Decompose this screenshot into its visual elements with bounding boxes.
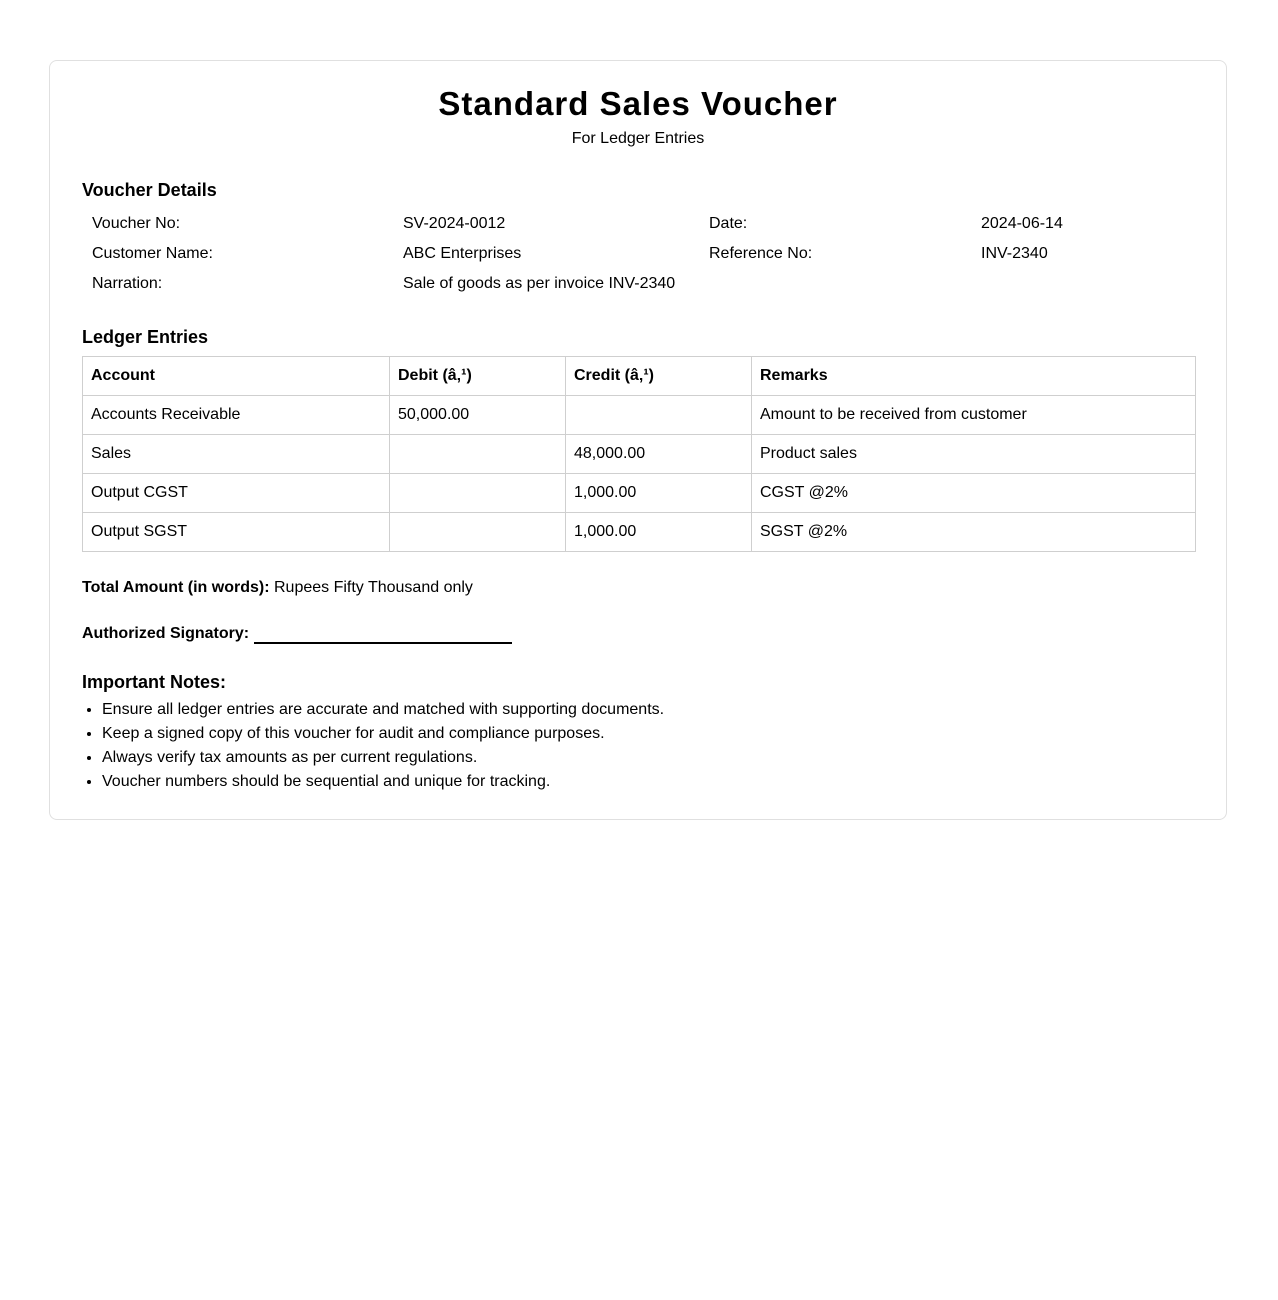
column-header-remarks: Remarks bbox=[752, 357, 1196, 396]
debit-cell bbox=[390, 435, 566, 474]
debit-cell: 50,000.00 bbox=[390, 396, 566, 435]
details-row bbox=[82, 269, 1195, 299]
voucher-details-heading: Voucher Details bbox=[82, 180, 217, 200]
column-header-credit: Credit (â‚¹) bbox=[566, 357, 752, 396]
account-cell: Sales bbox=[83, 435, 390, 474]
table-row bbox=[83, 474, 1196, 513]
date-label: Date: bbox=[709, 215, 748, 232]
authorized-signatory bbox=[82, 624, 512, 644]
reference-no-label: Reference No: bbox=[709, 245, 813, 262]
account-cell: Accounts Receivable bbox=[83, 396, 390, 435]
table-row bbox=[83, 435, 1196, 474]
customer-name-value: ABC Enterprises bbox=[403, 245, 522, 262]
details-row bbox=[82, 239, 1195, 269]
voucher-no-label: Voucher No: bbox=[92, 215, 181, 232]
column-header-debit: Debit (â‚¹) bbox=[390, 357, 566, 396]
narration-value: Sale of goods as per invoice INV-2340 bbox=[403, 275, 676, 292]
important-notes-list bbox=[82, 698, 664, 794]
column-header-account: Account bbox=[83, 357, 390, 396]
details-row bbox=[82, 209, 1195, 239]
ledger-table bbox=[82, 356, 1196, 552]
sales-voucher-card bbox=[49, 60, 1227, 820]
total-amount-value: Rupees Fifty Thousand only bbox=[273, 579, 473, 596]
customer-name-label: Customer Name: bbox=[92, 245, 213, 262]
table-row bbox=[83, 513, 1196, 552]
table-row bbox=[83, 396, 1196, 435]
important-notes-heading: Important Notes: bbox=[82, 672, 226, 692]
ledger-entries-heading: Ledger Entries bbox=[82, 327, 209, 347]
remarks-cell: SGST @2% bbox=[752, 513, 1196, 552]
account-cell: Output CGST bbox=[83, 474, 390, 513]
total-amount-line bbox=[82, 578, 473, 598]
voucher-subtitle: For Ledger Entries bbox=[571, 130, 705, 147]
narration-label: Narration: bbox=[92, 275, 163, 292]
list-item: • Always verify tax amounts as per current regulations. bbox=[102, 746, 664, 770]
credit-cell: 48,000.00 bbox=[566, 435, 752, 474]
remarks-cell: CGST @2% bbox=[752, 474, 1196, 513]
debit-cell bbox=[390, 474, 566, 513]
date-value: 2024-06-14 bbox=[981, 215, 1063, 232]
credit-cell: 1,000.00 bbox=[566, 474, 752, 513]
signature-line bbox=[254, 626, 512, 644]
list-item: • Ensure all ledger entries are accurate and matched with supporting documents. bbox=[102, 698, 664, 722]
account-cell: Output SGST bbox=[83, 513, 390, 552]
list-item: • Voucher numbers should be sequential and unique for tracking. bbox=[102, 770, 664, 794]
credit-cell: 1,000.00 bbox=[566, 513, 752, 552]
list-item: • Keep a signed copy of this voucher for audit and compliance purposes. bbox=[102, 722, 664, 746]
remarks-cell: Product sales bbox=[752, 435, 1196, 474]
table-header-row bbox=[83, 357, 1196, 396]
total-amount-label: Total Amount (in words): bbox=[82, 579, 270, 596]
voucher-no-value: SV-2024-0012 bbox=[403, 215, 506, 232]
voucher-details-grid bbox=[82, 209, 1195, 299]
reference-no-value: INV-2340 bbox=[981, 245, 1048, 262]
debit-cell bbox=[390, 513, 566, 552]
credit-cell bbox=[566, 396, 752, 435]
remarks-cell: Amount to be received from customer bbox=[752, 396, 1196, 435]
signatory-label: Authorized Signatory: bbox=[82, 625, 250, 642]
voucher-title: Standard Sales Voucher bbox=[438, 85, 838, 122]
